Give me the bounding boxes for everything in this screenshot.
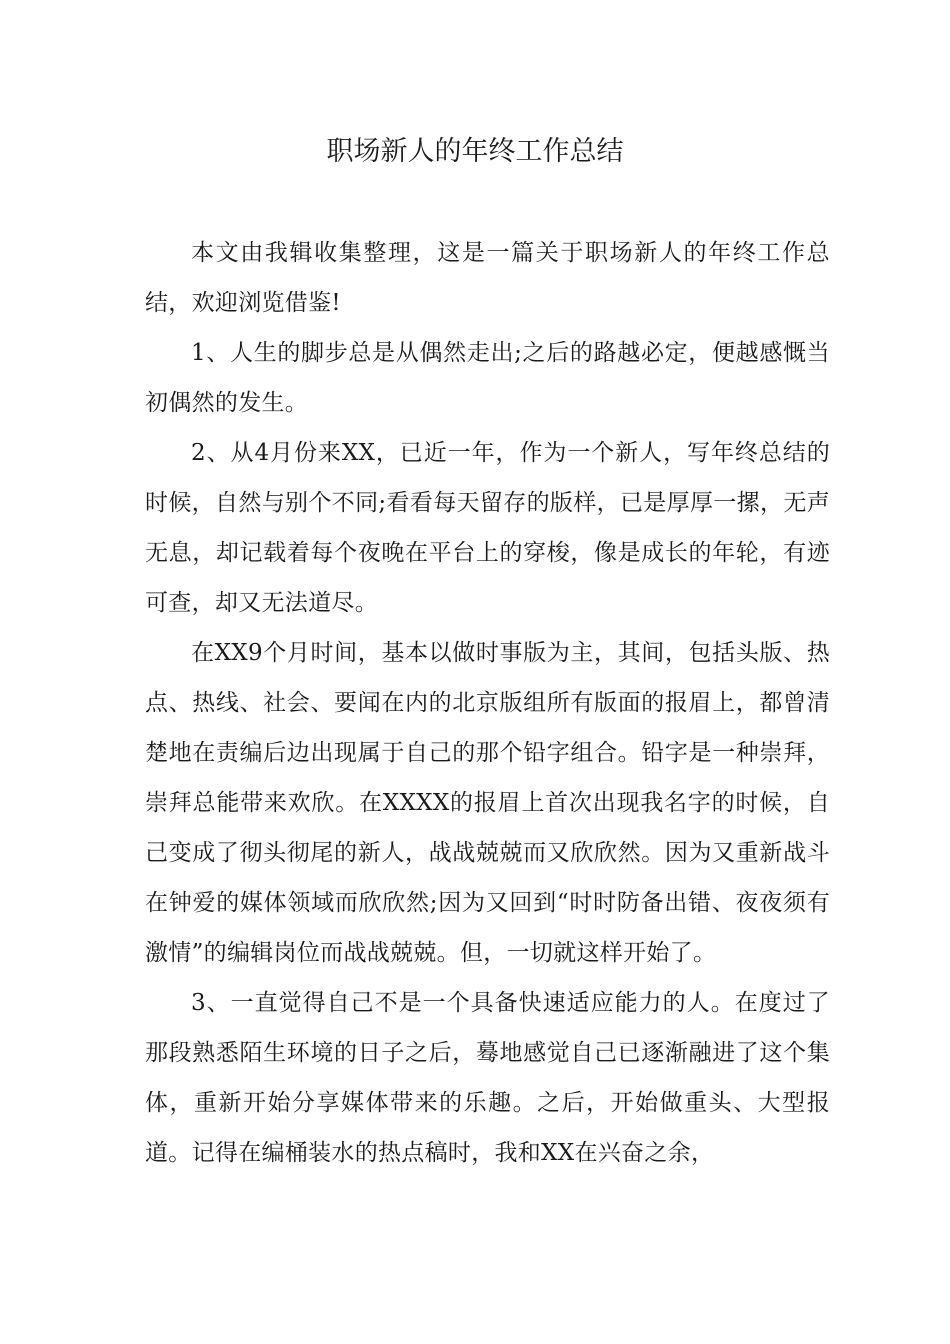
paragraph-intro: 本文由我辑收集整理，这是一篇关于职场新人的年终工作总结，欢迎浏览借鉴! xyxy=(145,240,830,316)
document-title: 职场新人的年终工作总结 xyxy=(326,136,624,167)
paragraph-1: 1、人生的脚步总是从偶然走出;之后的路越必定，便越感慨当初偶然的发生。 xyxy=(145,340,830,416)
paragraph-3: 3、一直觉得自己不是一个具备快速适应能力的人。在度过了那段熟悉陌生环境的日子之后，蓦地感觉自己已逐渐融进了这个集体，重新开始分享媒体带来的乐趣。之后，开始做重头、大型报道。记得在编桶装水的热点稿时，我和XX在兴奋之余， xyxy=(145,990,830,1166)
paragraph-2-continued: 在XX9个月时间，基本以做时事版为主，其间，包括头版、热点、热线、社会、要闻在内的北京版组所有版面的报眉上，都曾清楚地在责编后边出现属于自己的那个铅字组合。铅字是一种崇拜，崇拜总能带来欢欣。在XXXX的报眉上首次出现我名字的时候，自己变成了彻头彻尾的新人，战战兢兢而又欣欣然。因为又重新战斗在钟爱的媒体领域而欣欣然;因为又回到“时时防备出错、夜夜须有激情”的编辑岗位而战战兢兢。但，一切就这样开始了。 xyxy=(145,640,830,966)
paragraph-2: 2、从4月份来XX，已近一年，作为一个新人，写年终总结的时候，自然与别个不同;看看每天留存的版样，已是厚厚一摞，无声无息，却记载着每个夜晚在平台上的穿梭，像是成长的年轮，有迹可查，却又无法道尽。 xyxy=(145,440,830,616)
document-body xyxy=(145,228,830,1178)
